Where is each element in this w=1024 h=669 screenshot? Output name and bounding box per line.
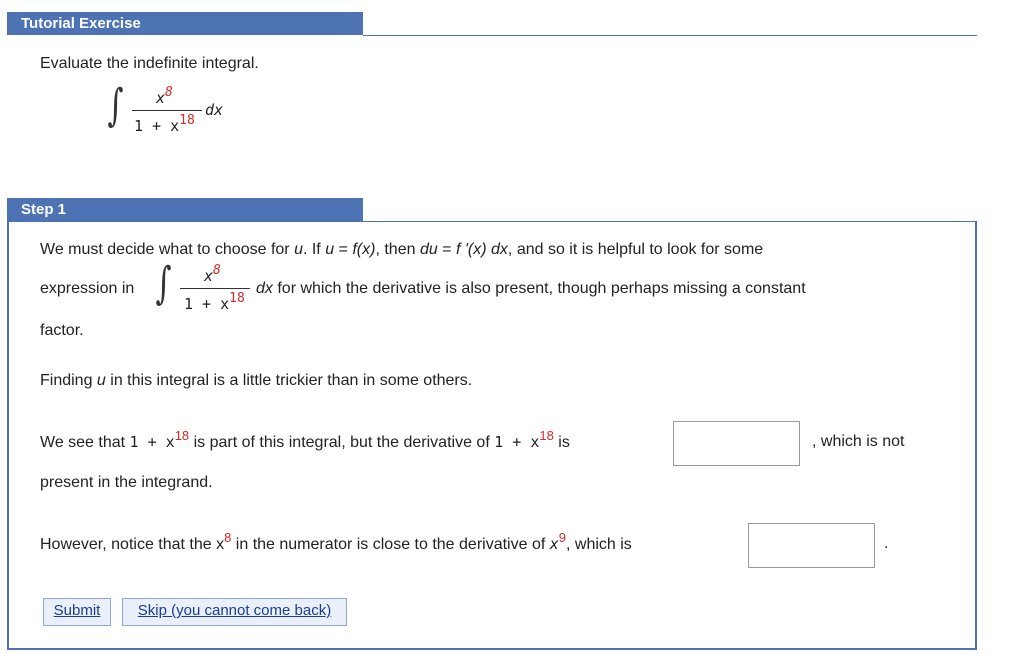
step-paragraph-3-line-2: present in the integrand.: [40, 474, 213, 491]
step-paragraph-3-tail: , which is not: [812, 433, 905, 450]
tutorial-header: [7, 12, 363, 35]
step-header: [7, 198, 363, 221]
tutorial-title: Tutorial Exercise: [21, 15, 141, 32]
step-label: Step 1: [21, 201, 67, 218]
fraction-bar: [132, 110, 202, 111]
step-paragraph-3: We see that $1 + x^{18}$ is part of this integral, but the derivative of $1 + x^{18}$ is: [40, 428, 570, 451]
step-line-2-end: dx for which the derivative is also present, though perhaps missing a constant: [256, 280, 806, 297]
skip-button[interactable]: Skip (you cannot come back): [122, 598, 347, 626]
integral-sign: ∫: [107, 80, 124, 131]
prompt-text: Evaluate the indefinite integral.: [40, 55, 259, 72]
step-line-1: We must decide what to choose for u. If u = f(x), then du = f '(x) dx, and so it is helpful to look for some: [40, 241, 764, 258]
step-line-3: factor.: [40, 322, 84, 339]
step-line-2-start: expression in: [40, 280, 135, 297]
integral-denominator: 1 + x18: [134, 113, 195, 135]
integral-numerator: x8: [156, 85, 173, 107]
main-integral: [104, 80, 244, 136]
integral-denominator: 1 + x18: [184, 291, 245, 313]
answer-input-1[interactable]: [673, 421, 800, 466]
step-paragraph-4: However, notice that the $x^8$ in the numerator is close to the derivative of $x^9$, which is: [40, 530, 632, 553]
integral-sign: ∫: [155, 258, 172, 309]
step-paragraph-2: Finding u in this integral is a little trickier than in some others.: [40, 372, 473, 389]
integral-differential: dx: [205, 101, 224, 119]
submit-button[interactable]: Submit: [43, 598, 111, 626]
step-paragraph-4-tail: .: [884, 535, 889, 552]
integral-numerator: x8: [204, 263, 221, 285]
fraction-bar: [180, 288, 250, 289]
header-divider: [363, 35, 977, 36]
answer-input-2[interactable]: [748, 523, 875, 568]
